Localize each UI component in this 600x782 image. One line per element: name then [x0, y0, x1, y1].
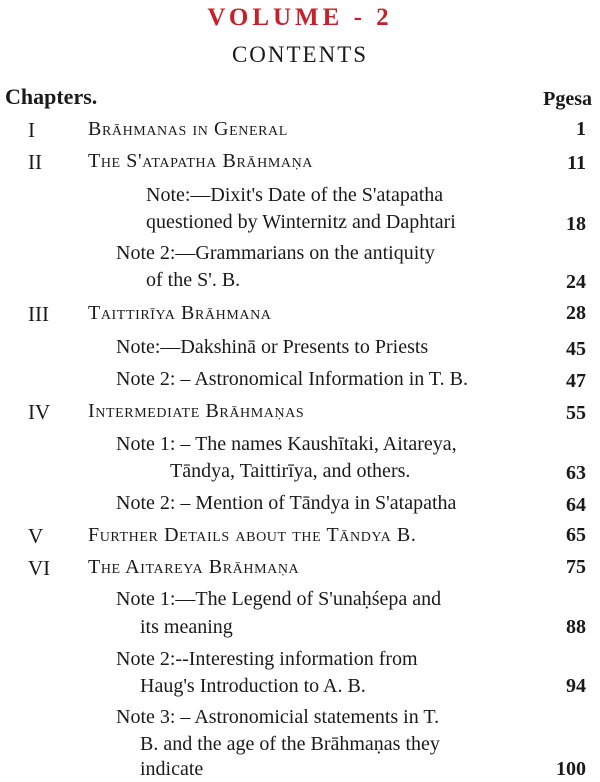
chapter-title: The Aitareya Brāhmaṇa [88, 556, 300, 578]
note-line: Note:—Dixit's Date of the S'atapatha [146, 184, 444, 206]
volume-title: VOLUME - 2 [207, 4, 393, 31]
note-line: Note 2: – Mention of Tāndya in S'atapatha [116, 492, 457, 514]
page-number: 63 [566, 462, 586, 484]
page-number: 28 [566, 302, 586, 324]
note-line: Note 2:—Grammarians on the antiquity [116, 242, 435, 264]
chapter-number: V [28, 524, 44, 548]
page-number: 24 [566, 271, 586, 293]
note-line: of the S'. B. [146, 269, 241, 291]
page-number: 94 [566, 675, 586, 697]
note-line: B. and the age of the Brāhmaṇas they [140, 733, 440, 755]
page-number: 47 [566, 370, 586, 392]
chapter-title: Taittirīya Brāhmana [88, 302, 272, 324]
chapter-number: IV [28, 400, 51, 424]
page-number: 45 [566, 338, 586, 360]
page-number: 11 [567, 152, 586, 174]
chapter-title: Further Details about the Tāndya B. [88, 524, 417, 546]
chapter-title: Intermediate Brāhmaṇas [88, 400, 305, 422]
chapter-number: VI [28, 556, 51, 580]
pages-header: Pgesa [543, 88, 592, 110]
note-line: Note 2: – Astronomical Information in T. B. [116, 368, 468, 390]
page-number: 1 [576, 118, 586, 140]
contents-title: CONTENTS [231, 42, 369, 67]
note-line: its meaning [140, 616, 233, 638]
chapter-number: II [28, 150, 42, 174]
note-line: Note 1:—The Legend of S'unaḥśepa and [116, 588, 442, 610]
page-number: 88 [566, 616, 586, 638]
note-line: Note 1: – The names Kaushītaki, Aitareya, [116, 433, 457, 455]
page-number: 18 [566, 213, 586, 235]
chapter-title: The S'atapatha Brāhmaṇa [88, 150, 314, 172]
page-number: 64 [566, 494, 586, 516]
page-number: 65 [566, 524, 586, 546]
page-number: 100 [556, 758, 586, 780]
note-line: Tāndya, Taittirīya, and others. [170, 460, 411, 482]
chapters-header: Chapters. [5, 84, 98, 109]
note-line: indicate [140, 758, 204, 780]
note-line: Haug's Introduction to A. B. [140, 675, 366, 697]
chapter-number: I [28, 118, 35, 142]
note-line: Note:—Dakshinā or Presents to Priests [116, 336, 429, 358]
note-line: questioned by Winternitz and Daphtari [146, 211, 456, 233]
note-line: Note 2:--Interesting information from [116, 648, 418, 670]
chapter-number: III [28, 302, 49, 326]
note-line: Note 3: – Astronomicial statements in T. [116, 706, 440, 728]
chapter-title: Brāhmanas in General [88, 118, 288, 140]
page-number: 75 [566, 556, 586, 578]
page-number: 55 [566, 402, 586, 424]
